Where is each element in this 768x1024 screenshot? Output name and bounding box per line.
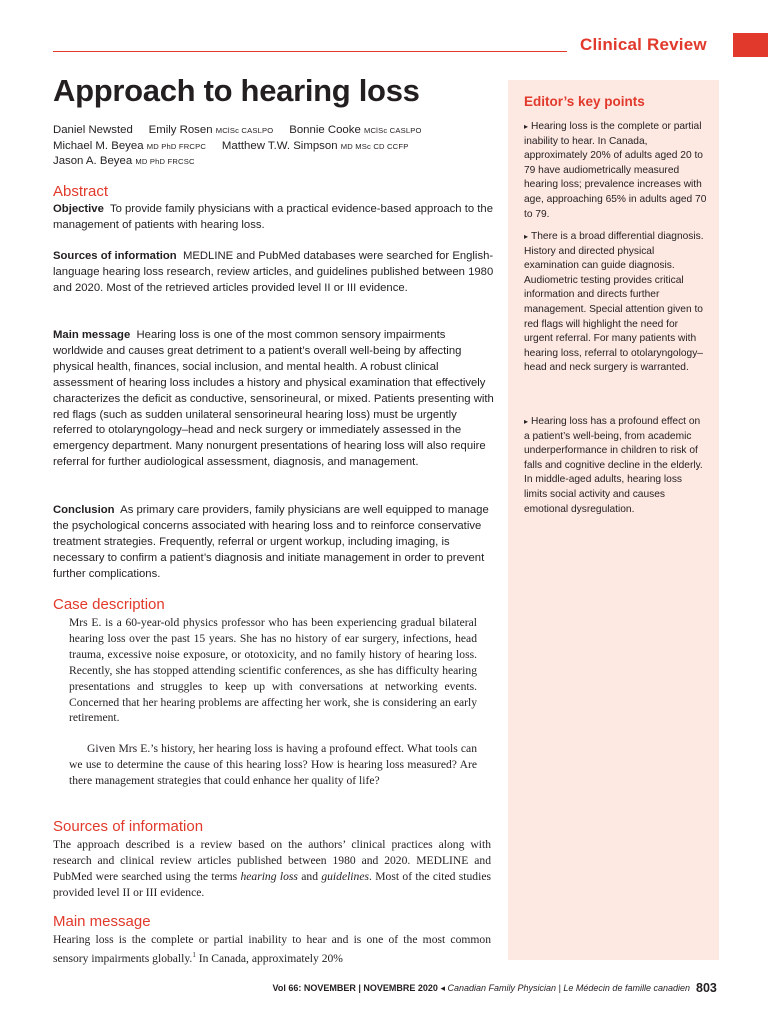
author-credentials: MD PhD FRCPC [146, 141, 207, 151]
objective-text: To provide family physicians with a practical evidence-based approach to the management of patients with hearing loss. [53, 203, 493, 231]
article-title: Approach to hearing loss [53, 73, 420, 108]
main-message-text: Hearing loss is one of the most common sensory impairments worldwide and causes great detriment to a patient’s overall well-being by affecting physical health, finances, social inclusion, and mental health. A robust clinical assessment of hearing loss includes a history and physical examination that effectively characterizes the deficit as conductive, sensorineural, or mixed. Patients presenting with red flags (such as sudden unilateral sensorineural hearing loss) must be urgently referred to otolaryngology–head and neck surgery or immediately assessed in the emergency department. Many nonurgent presentations of hearing loss will also require referral for further audiological assessment, diagnosis, and management. [53, 329, 494, 469]
key-point [524, 415, 707, 517]
abstract-conclusion [53, 503, 498, 583]
author-line [53, 139, 503, 155]
author-name: Bonnie Cooke [289, 124, 361, 136]
footer-arrow-icon: ◂ [440, 983, 445, 993]
footer-volume: Vol 66: [272, 983, 302, 993]
key-point-text: Hearing loss has a profound effect on a patient’s well-being, from academic underperformance in children to risk of falls and cognitive decline in the elderly. In middle-aged adults, hearing loss limits social activity and causes emotional dysregulation. [524, 416, 703, 515]
author-name: Matthew T.W. Simpson [221, 139, 338, 152]
page-footer [0, 983, 690, 994]
author-credentials: MD MSc CD CCFP [340, 141, 409, 151]
case-paragraph-2: Given Mrs E.’s history, her hearing loss is having a profound effect. What tools can we use to determine the cause of this hearing loss? How is hearing loss measured? Are there management strategies that could enhance her quality of life? [69, 742, 477, 787]
sources-heading: Sources of information [53, 818, 204, 835]
arrow-icon: ▸ [524, 232, 529, 241]
objective-label: Objective [53, 203, 104, 215]
author-name: Daniel Newsted [53, 124, 133, 136]
author-name: Jason A. Beyea [53, 155, 133, 167]
abstract-sources [53, 249, 498, 297]
main-message-heading: Main message [53, 913, 151, 930]
key-points-title: Editor’s key points [524, 94, 645, 109]
main-message-label: Main message [53, 329, 131, 341]
main-message-text-before: Hearing loss is the complete or partial inability to hear and is one of the most common sensory impairments globally. [53, 933, 491, 965]
page-number: 803 [696, 981, 717, 995]
conclusion-text: As primary care providers, family physicians are well equipped to manage the psychological concerns associated with hearing loss and to reinforce conservative treatment strategies. Frequently, referral or urgent workup, including imaging, is necessary to confirm a patient’s diagnosis and initiate management in order to prevent further complications. [53, 504, 489, 580]
header-rule [53, 51, 567, 52]
search-term: guidelines [321, 869, 369, 883]
footer-journal-fr: Le Médecin de famille canadien [563, 983, 690, 993]
main-message-paragraph [53, 932, 491, 967]
author-line [53, 154, 503, 170]
sources-text: MEDLINE and PubMed databases were searched for English-language hearing loss research, review articles, and guidelines published between 1980 and 2020. Most of the retrieved articles provided level II or III evidence. [53, 250, 494, 294]
author-credentials: MD PhD FRCSC [135, 157, 195, 166]
author-credentials: MClSc CASLPO [215, 126, 274, 135]
sources-text-before: The approach described is a review based on the authors’ clinical practices along with research and clinical review articles published between 1980 and 2020. MEDLINE and PubMed were searched using the terms [53, 838, 491, 883]
key-point-text: There is a broad differential diagnosis. History and directed physical examination can guide diagnosis. Audiometric testing provides critical information and directs further management. Special attention given to red flags will highlight the need for urgent referral. For many patients with hearing loss, referral to otolaryngology–head and neck surgery is warranted. [524, 231, 704, 374]
arrow-icon: ▸ [524, 122, 529, 131]
footer-separator: | [556, 983, 564, 993]
footer-journal-en: Canadian Family Physician [447, 983, 557, 993]
abstract-objective [53, 202, 498, 234]
key-point [524, 120, 707, 222]
author-list [53, 123, 503, 170]
sources-text-after: . Most of the cited studies provided level II or III evidence. [53, 869, 491, 899]
footer-issue: NOVEMBER | NOVEMBRE 2020 [303, 983, 438, 993]
main-message-text-after: In Canada, approximately 20% [195, 951, 343, 965]
author-line [53, 123, 503, 139]
section-color-block [733, 33, 768, 57]
author-name: Emily Rosen [148, 124, 213, 136]
case-paragraph-1: Mrs E. is a 60-year-old physics professor who has been experiencing gradual bilateral hearing loss over the past 15 years. She has no history of ear surgery, infections, head trauma, excessive noise exposure, or ototoxicity, and no family history of hearing loss. Recently, she has stopped attending scientific conferences, as she has difficulty hearing presentations and struggles to keep up with conversations at networking events. Concerned that her hearing problems are affecting her work, she is considering an early retirement. [69, 616, 477, 725]
search-term: hearing loss [240, 869, 298, 883]
author-credentials: MClSc CASLPO [363, 126, 422, 135]
sources-text-and: and [297, 869, 322, 883]
abstract-main-message [53, 328, 498, 471]
abstract-heading: Abstract [53, 183, 109, 200]
conclusion-label: Conclusion [53, 504, 115, 516]
reference-number[interactable]: 1 [192, 950, 196, 959]
section-label: Clinical Review [580, 35, 707, 54]
arrow-icon: ▸ [524, 417, 529, 426]
author-name: Michael M. Beyea [53, 139, 144, 152]
case-heading: Case description [53, 596, 165, 613]
sources-paragraph [53, 837, 491, 901]
key-point [524, 230, 707, 376]
key-point-text: Hearing loss is the complete or partial inability to hear. In Canada, approximately 20% of adults aged 20 to 79 have audiometrically measured hearing loss; prevalence increases with age, approaching 65% in adults aged 70 to 79. [524, 121, 707, 220]
sources-label: Sources of information [53, 250, 177, 262]
